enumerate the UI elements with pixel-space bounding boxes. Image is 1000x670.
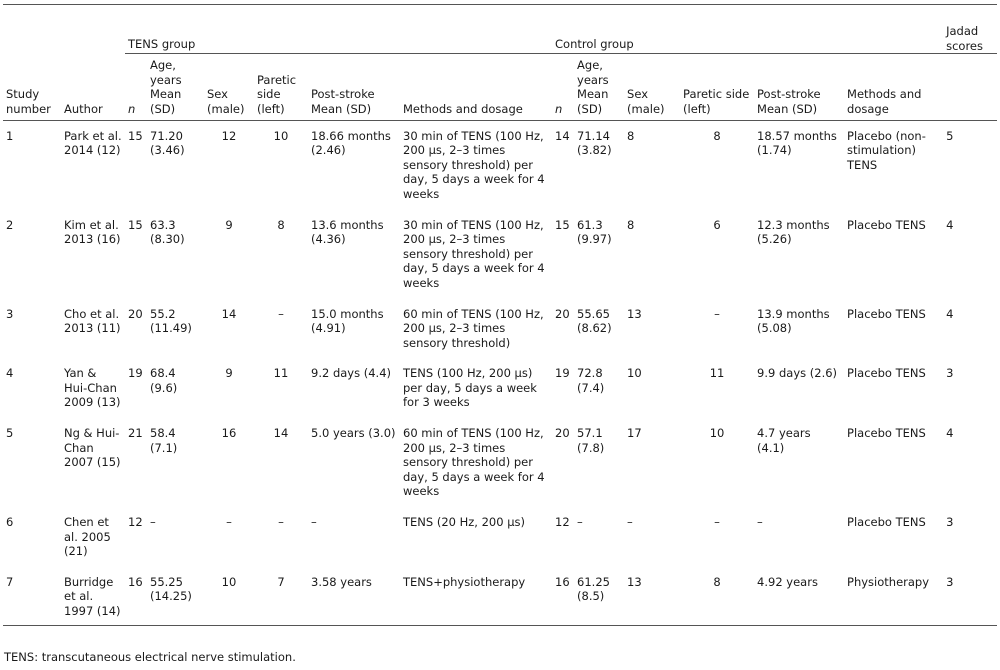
jadad-cell: 4 (946, 217, 954, 232)
tens-n-cell: 20 (128, 306, 143, 321)
jadad-cell: 4 (946, 306, 954, 321)
control-poststroke-cell: – (757, 515, 763, 530)
tens-paretic-cell: – (278, 306, 284, 321)
column-header-row (3, 54, 997, 120)
group-header-row (3, 5, 997, 54)
control-poststroke-cell: 4.7 years (4.1) (757, 426, 811, 455)
tens-paretic-cell: 10 (273, 128, 289, 143)
tens-methods-cell: TENS+physiotherapy (400, 567, 552, 625)
control-sex-cell: 17 (627, 426, 642, 441)
control-paretic-cell: – (714, 306, 720, 321)
table-row (3, 358, 997, 418)
tens-poststroke-cell: 5.0 years (3.0) (311, 426, 396, 441)
study-number-cell: 2 (6, 217, 14, 232)
control-n-cell: 20 (555, 306, 570, 321)
tens-n-cell: 19 (128, 366, 143, 381)
study-number-cell: 1 (6, 128, 14, 143)
control-poststroke-cell: 4.92 years (754, 567, 844, 625)
jadad-header: Jadad scores (943, 5, 997, 54)
control-methods-cell: Placebo TENS (847, 306, 926, 321)
author-cell: Chen et al. 2005 (21) (64, 515, 111, 559)
tens-sex-cell: – (226, 515, 232, 530)
study-number-cell: 5 (6, 426, 14, 441)
control-paretic-cell: 10 (709, 426, 725, 441)
control-paretic-cell: 8 (680, 567, 754, 625)
tens-poststroke-cell: 3.58 years (308, 567, 400, 625)
tens-sex-cell: 16 (221, 426, 237, 441)
control-methods-cell: Placebo (non-stimulation) TENS (847, 128, 926, 172)
tens-n-header: n (125, 54, 147, 120)
author-cell: Burridge et al. 1997 (14) (61, 567, 125, 625)
tens-age-cell: 58.4 (7.1) (150, 426, 178, 455)
control-age-cell: 72.8 (7.4) (577, 366, 605, 395)
control-methods-cell: Placebo TENS (847, 515, 926, 530)
table-row (3, 120, 997, 209)
tens-n-cell: 12 (128, 515, 143, 530)
tens-age-header: Age, years Mean (SD) (147, 54, 204, 120)
control-sex-cell: 8 (627, 217, 635, 232)
tens-methods-cell: 60 min of TENS (100 Hz, 200 μs, 2–3 times sensory threshold) (403, 306, 544, 350)
control-methods-cell: Placebo TENS (847, 426, 926, 441)
control-age-cell: 55.65 (8.62) (577, 306, 612, 336)
control-n-cell: 20 (555, 426, 570, 441)
jadad-cell: 3 (946, 366, 954, 381)
control-methods-cell: Placebo TENS (847, 217, 926, 232)
tens-paretic-cell: 8 (277, 217, 285, 232)
tens-methods-cell: 60 min of TENS (100 Hz, 200 μs, 2–3 times sensory threshold) per day, 5 days a week for 4 weeks (403, 426, 545, 499)
control-age-cell: 57.1 (7.8) (577, 426, 605, 455)
tens-poststroke-header: Post-stroke Mean (SD) (308, 54, 400, 120)
tens-methods-cell: TENS (100 Hz, 200 μs) per day, 5 days a week for 3 weeks (403, 366, 537, 410)
jadad-spacer (943, 54, 997, 120)
control-n-header: n (552, 54, 574, 120)
author-cell: Kim et al. 2013 (16) (64, 217, 121, 247)
control-sex-cell: 8 (627, 128, 635, 143)
author-cell: Ng & Hui-Chan 2007 (15) (64, 426, 121, 470)
study-number-cell: 4 (6, 366, 14, 381)
tens-poststroke-cell: – (311, 515, 317, 530)
control-n-cell: 16 (552, 567, 574, 625)
control-poststroke-cell: 12.3 months (5.26) (757, 217, 830, 247)
control-n-cell: 14 (555, 128, 570, 143)
tens-group-header: TENS group (125, 5, 552, 54)
jadad-cell: 3 (943, 567, 997, 625)
tens-n-cell: 16 (125, 567, 147, 625)
tens-sex-cell: 9 (225, 217, 233, 232)
tens-age-cell: 63.3 (8.30) (150, 217, 185, 247)
author-cell: Yan & Hui-Chan 2009 (13) (64, 366, 121, 410)
control-age-header: Age, years Mean (SD) (574, 54, 624, 120)
control-n-cell: 19 (555, 366, 570, 381)
control-paretic-header: Paretic side (left) (680, 54, 754, 120)
control-paretic-cell: – (714, 515, 720, 530)
control-sex-cell: 10 (627, 366, 642, 381)
tens-poststroke-cell: 18.66 months (2.46) (311, 128, 391, 158)
table-row (3, 299, 997, 359)
tens-age-cell: 71.20 (3.46) (150, 128, 185, 158)
control-poststroke-header: Post-stroke Mean (SD) (754, 54, 844, 120)
tens-paretic-cell: – (278, 515, 284, 530)
tens-age-cell: 55.2 (11.49) (150, 306, 192, 336)
control-sex-header: Sex (male) (624, 54, 680, 120)
tens-sex-cell: 14 (221, 306, 237, 321)
control-group-header: Control group (552, 5, 943, 54)
control-sex-cell: 13 (627, 306, 642, 321)
tens-n-cell: 15 (128, 128, 143, 143)
tens-sex-cell: 9 (225, 366, 233, 381)
tens-age-cell: – (150, 515, 156, 530)
author-cell: Cho et al. 2013 (11) (64, 306, 121, 336)
tens-n-cell: 15 (128, 217, 143, 232)
control-age-cell: 61.3 (9.97) (577, 217, 612, 247)
jadad-cell: 4 (946, 426, 954, 441)
tens-poststroke-cell: 15.0 months (4.91) (311, 306, 384, 336)
table-row (3, 507, 997, 567)
tens-methods-cell: 30 min of TENS (100 Hz, 200 μs, 2–3 times sensory threshold) per day, 5 days a week for 4 weeks (403, 217, 545, 290)
tens-age-cell: 68.4 (9.6) (150, 366, 178, 395)
control-paretic-cell: 11 (709, 366, 725, 381)
control-poststroke-cell: 9.9 days (2.6) (757, 366, 838, 381)
study-characteristics-table (3, 4, 997, 626)
study-number-header: Study number (3, 54, 61, 120)
control-age-cell: 61.25 (8.5) (574, 567, 624, 625)
tens-n-cell: 21 (128, 426, 143, 441)
tens-paretic-cell: 11 (273, 366, 289, 381)
study-number-cell: 7 (3, 567, 61, 625)
tens-sex-header: Sex (male) (204, 54, 254, 120)
tens-paretic-cell: 7 (254, 567, 308, 625)
control-methods-header: Methods and dosage (844, 54, 943, 120)
tens-poststroke-cell: 13.6 months (4.36) (311, 217, 384, 247)
jadad-cell: 5 (946, 128, 954, 143)
table-row (3, 210, 997, 299)
control-paretic-cell: 6 (713, 217, 721, 232)
tens-sex-cell: 12 (221, 128, 237, 143)
control-age-cell: – (577, 515, 583, 530)
jadad-cell: 3 (946, 515, 954, 530)
table-footnote: TENS: transcutaneous electrical nerve stimulation. (4, 650, 296, 664)
study-table-container (3, 4, 997, 626)
control-poststroke-cell: 13.9 months (5.08) (757, 306, 830, 336)
table-row (3, 418, 997, 507)
tens-methods-header: Methods and dosage (400, 54, 552, 120)
tens-methods-cell: 30 min of TENS (100 Hz, 200 μs, 2–3 times sensory threshold) per day, 5 days a week for 4 weeks (403, 128, 545, 201)
control-n-cell: 12 (555, 515, 570, 530)
control-poststroke-cell: 18.57 months (1.74) (757, 128, 837, 158)
control-methods-cell: Physiotherapy (844, 567, 943, 625)
author-cell: Park et al. 2014 (12) (64, 128, 122, 158)
control-sex-cell: – (627, 515, 633, 530)
study-number-cell: 3 (6, 306, 14, 321)
tens-age-cell: 55.25 (14.25) (147, 567, 204, 625)
control-age-cell: 71.14 (3.82) (577, 128, 612, 158)
control-paretic-cell: 8 (713, 128, 721, 143)
control-n-cell: 15 (555, 217, 570, 232)
tens-sex-cell: 10 (204, 567, 254, 625)
table-body (3, 120, 997, 625)
control-sex-cell: 13 (624, 567, 680, 625)
tens-poststroke-cell: 9.2 days (4.4) (311, 366, 392, 381)
tens-paretic-cell: 14 (273, 426, 289, 441)
table-row (3, 567, 997, 625)
control-methods-cell: Placebo TENS (847, 366, 926, 381)
tens-paretic-header: Paretic side (left) (254, 54, 308, 120)
author-header: Author (61, 54, 125, 120)
tens-methods-cell: TENS (20 Hz, 200 μs) (403, 515, 526, 530)
study-number-cell: 6 (6, 515, 14, 530)
